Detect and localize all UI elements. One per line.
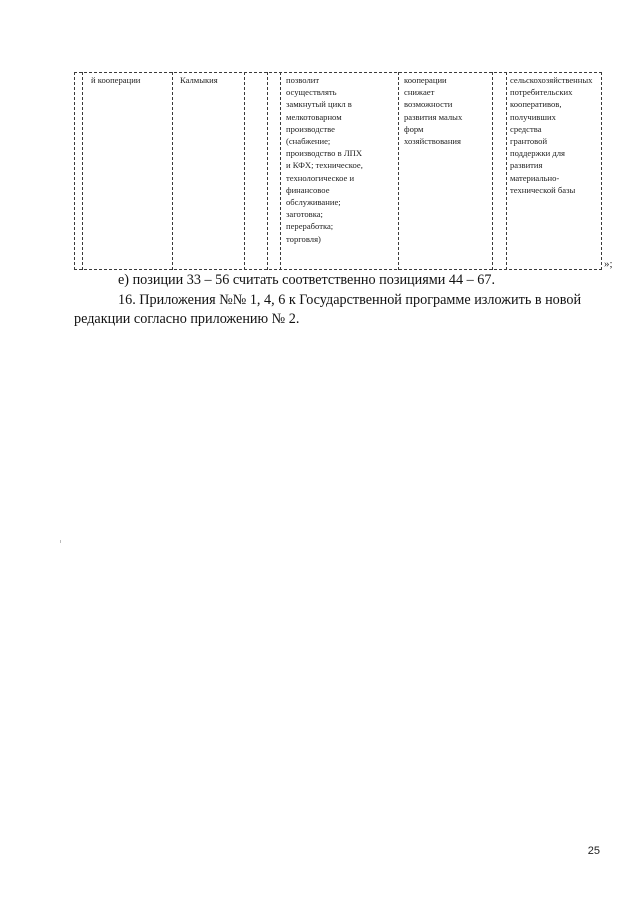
- table-cell-region: Калмыкия: [180, 75, 218, 85]
- closing-quote-mark: »;: [604, 258, 613, 270]
- table-cell-indicator: сельскохозяйственных потребительских кооперативов, получивших средства грантовой поддержки для развития материально- технической базы: [510, 75, 593, 195]
- scan-artifact: [60, 540, 61, 543]
- table-border-right: [601, 72, 602, 270]
- table-border-bottom: [74, 269, 602, 270]
- table-cell-description: позволит осуществлять замкнутый цикл в мелкотоварном производстве (снабжение; производство в ЛПХ и КФХ; техническое, технологическое и финансовое обслуживание; заготовка; переработка; торговля): [286, 75, 363, 244]
- continuation-table: [74, 72, 602, 270]
- table-line: [398, 72, 399, 270]
- paragraph-item-16-line1: 16. Приложения №№ 1, 4, 6 к Государственной программе изложить в новой: [118, 292, 582, 308]
- table-line: [267, 72, 268, 270]
- table-line: [506, 72, 507, 270]
- paragraph-item-16-line2: редакции согласно приложению № 2.: [74, 311, 300, 327]
- table-line: [492, 72, 493, 270]
- table-line: [172, 72, 173, 270]
- table-cell-risk: кооперации снижает возможности развития малых форм хозяйствования: [404, 75, 463, 147]
- table-line: [280, 72, 281, 270]
- table-line: [244, 72, 245, 270]
- table-border-top: [74, 72, 602, 73]
- table-cell-program-name: й кооперации: [91, 75, 141, 85]
- page-number: 25: [587, 845, 600, 857]
- table-line: [82, 72, 83, 270]
- table-border-left: [74, 72, 75, 270]
- paragraph-item-e: е) позиции 33 – 56 считать соответственно позициями 44 – 67.: [118, 272, 495, 288]
